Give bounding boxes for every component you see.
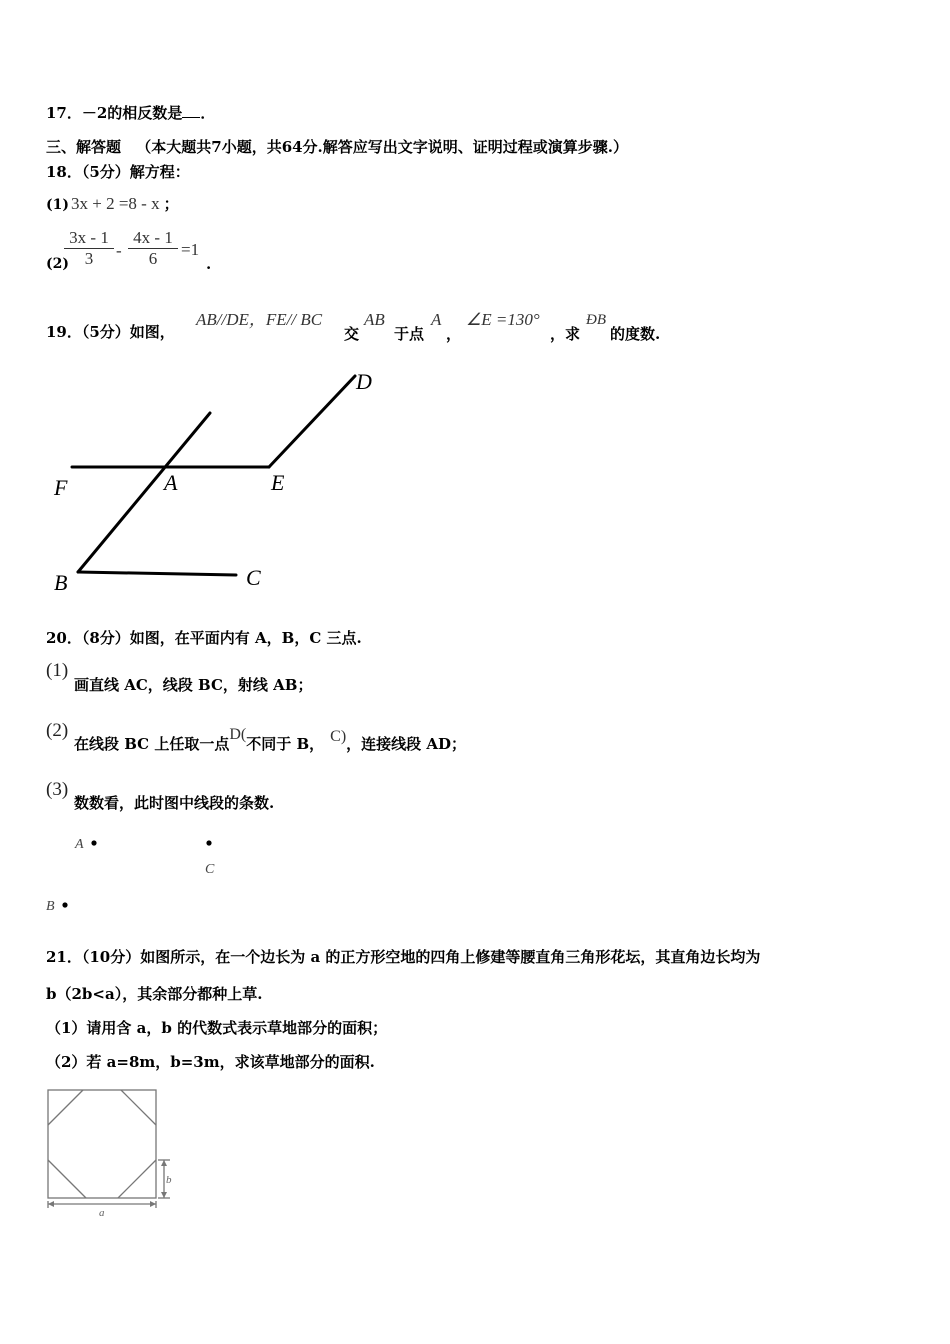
q21-part2: （2）若 a=8m，b=3m，求该草地部分的面积. bbox=[46, 1053, 375, 1071]
label-a-dim: a bbox=[99, 1207, 105, 1219]
segment-ab: AB bbox=[364, 310, 385, 329]
point-label-b: B bbox=[46, 899, 55, 914]
q20-part2: 在线段 BC 上任取一点D(不同于 B， C)，连接线段 AD； bbox=[74, 726, 467, 753]
line-ed bbox=[269, 376, 355, 467]
part-label: (3) bbox=[46, 779, 69, 800]
point-a: A bbox=[431, 310, 442, 329]
question-20-head: 20．（8分）如图，在平面内有 A，B，C 三点. bbox=[46, 629, 362, 647]
q18-part2-label: (2) bbox=[46, 256, 69, 272]
corner-triangle-br bbox=[118, 1160, 156, 1198]
question-number: 17． bbox=[46, 104, 82, 122]
q18-part1: (1) 3x + 2 =8 - x ； bbox=[46, 194, 179, 213]
part-label: (1) bbox=[46, 197, 69, 213]
corner-triangle-tl bbox=[48, 1090, 83, 1125]
label-c: C bbox=[246, 565, 261, 590]
rhs: =1 bbox=[181, 240, 200, 259]
part-label: (1) bbox=[46, 660, 69, 681]
question-17: 17．－2的相反数是 ． bbox=[46, 104, 216, 122]
angle-b: ÐB bbox=[586, 312, 606, 328]
fraction-1: $\frac{3x - 1}{3}$ bbox=[64, 228, 114, 269]
question-text: －2的相反数是 bbox=[81, 104, 183, 122]
label-a: A bbox=[164, 470, 178, 495]
line-ba bbox=[78, 413, 210, 572]
fraction-2: $\frac{4x - 1}{6}$ bbox=[128, 228, 178, 269]
label-f: F bbox=[54, 475, 68, 500]
label-b: B bbox=[54, 570, 68, 595]
q20-part3: 数数看，此时图中线段的条数. bbox=[74, 794, 275, 812]
corner-triangle-tr bbox=[121, 1090, 156, 1125]
q21-part1: （1）请用含 a，b 的代数式表示草地部分的面积； bbox=[46, 1019, 388, 1037]
label-d: D bbox=[356, 369, 372, 394]
line-bc bbox=[78, 572, 236, 575]
minus-sign: - bbox=[116, 241, 122, 260]
part-label: (2) bbox=[46, 720, 69, 741]
equation: 3x + 2 =8 - x bbox=[71, 194, 160, 213]
question-18-head: 18．（5分）解方程： bbox=[46, 163, 190, 181]
label-e: E bbox=[271, 470, 285, 495]
question-21-line2: b（2b<a），其余部分都种上草. bbox=[46, 985, 263, 1003]
point-label-c: C bbox=[205, 862, 215, 877]
q20-part1: 画直线 AC，线段 BC，射线 AB； bbox=[74, 676, 313, 694]
question-19-head: 19．（5分）如图， bbox=[46, 323, 175, 341]
angle-e: ∠E =130° bbox=[466, 310, 540, 329]
point-c-dot bbox=[206, 840, 211, 845]
section-heading: 三、解答题 bbox=[46, 138, 122, 156]
point-a-dot bbox=[91, 840, 96, 845]
condition-parallel: AB//DE，FE// BC bbox=[196, 310, 323, 329]
point-b-dot bbox=[62, 902, 67, 907]
point-label-a: A bbox=[75, 837, 84, 852]
square-field bbox=[48, 1090, 156, 1198]
label-b-dim: b bbox=[166, 1174, 172, 1186]
corner-triangle-bl bbox=[48, 1160, 86, 1198]
section-description: （本大题共7小题，共64分.解答应写出文字说明、证明过程或演算步骤.） bbox=[136, 138, 629, 156]
question-21-line1: 21．（10分）如图所示，在一个边长为 a 的正方形空地的四角上修建等腰直角三角形花坛，其直角边长均为 bbox=[46, 948, 761, 966]
